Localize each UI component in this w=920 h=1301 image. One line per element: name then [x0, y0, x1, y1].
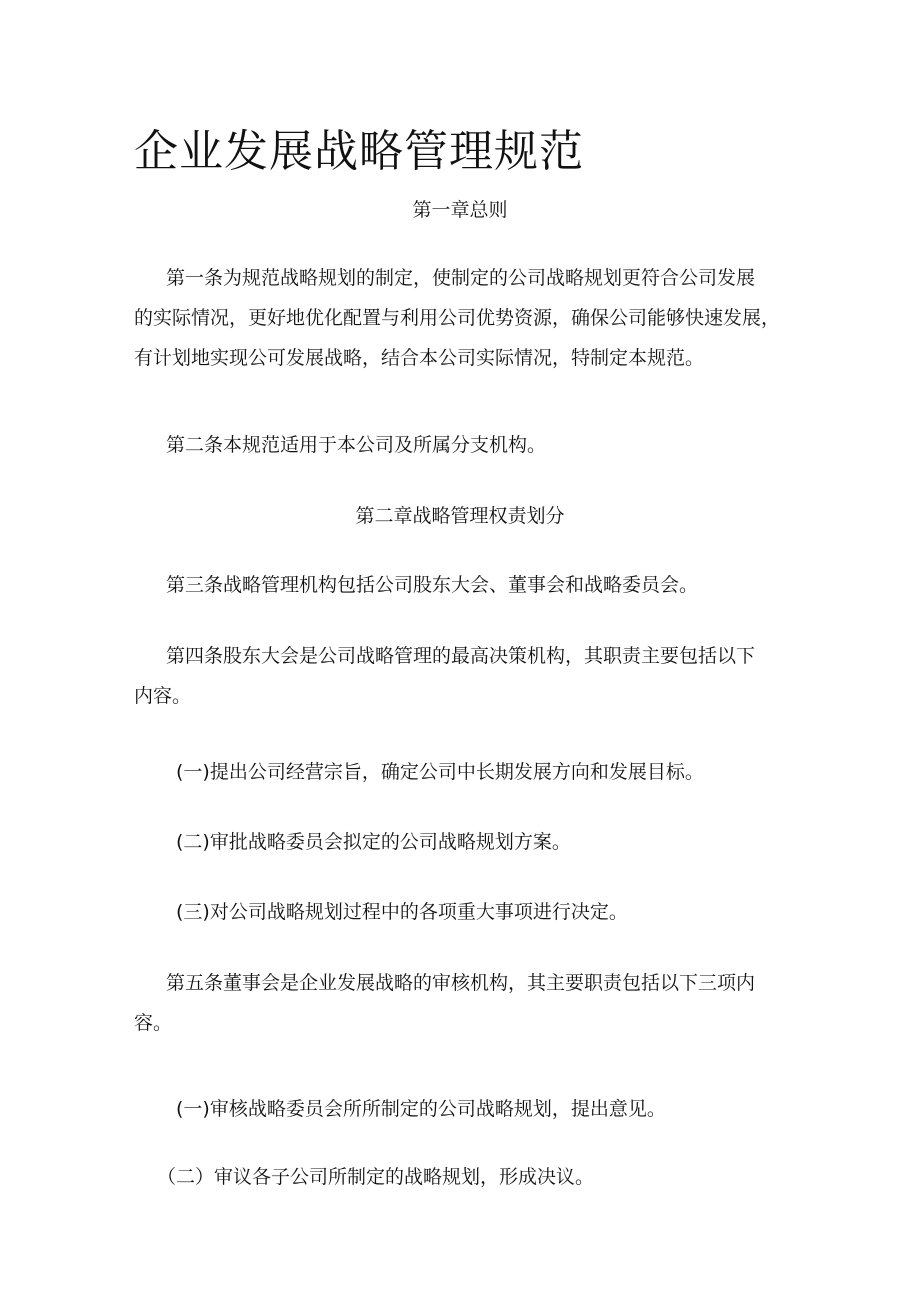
- article-4-line-2: 内容。: [134, 685, 192, 707]
- article-4-paragraph: [134, 636, 794, 716]
- article-1-line-3: 有计划地实现公可发展战略，结合本公司实际情况，特制定本规范。: [134, 347, 705, 369]
- article-5-paragraph: [134, 963, 794, 1043]
- article-4-item-2: (二)审批战略委员会拟定的公司战略规划方案。: [176, 831, 571, 853]
- article-5-line-1: 第五条董事会是企业发展战略的审核机构，其主要职责包括以下三项内: [166, 972, 756, 994]
- document-title: 企业发展战略管理规范: [134, 126, 584, 177]
- chapter-1-heading: 第一章总则: [412, 199, 508, 221]
- article-1-line-2: 的实际情况，更好地优化配置与利用公司优势资源，确保公司能够快速发展，: [134, 307, 781, 329]
- article-4-line-1: 第四条股东大会是公司战略管理的最高决策机构，其职责主要包括以下: [166, 645, 756, 667]
- article-3-paragraph: 第三条战略管理机构包括公司股东大会、董事会和战略委员会。: [166, 574, 699, 596]
- chapter-2-heading: 第二章战略管理权责划分: [355, 505, 565, 527]
- article-4-item-3: (三)对公司战略规划过程中的各项重大事项进行决定。: [176, 901, 628, 923]
- article-1-line-1: 第一条为规范战略规划的制定，使制定的公司战略规划更符合公司发展: [166, 267, 756, 289]
- article-5-item-2: （二）审议各子公司所制定的战略规划，形成决议。: [157, 1166, 595, 1188]
- article-2-paragraph: 第二条本规范适用于本公司及所属分支机构。: [166, 434, 547, 456]
- article-5-item-1: (一)审核战略委员会所所制定的公司战略规划，提出意见。: [176, 1098, 666, 1120]
- article-4-item-1: (一)提出公司经营宗旨，确定公司中长期发展方向和发展目标。: [176, 761, 704, 783]
- article-1-paragraph: [134, 258, 794, 378]
- article-5-line-2: 容。: [134, 1012, 173, 1034]
